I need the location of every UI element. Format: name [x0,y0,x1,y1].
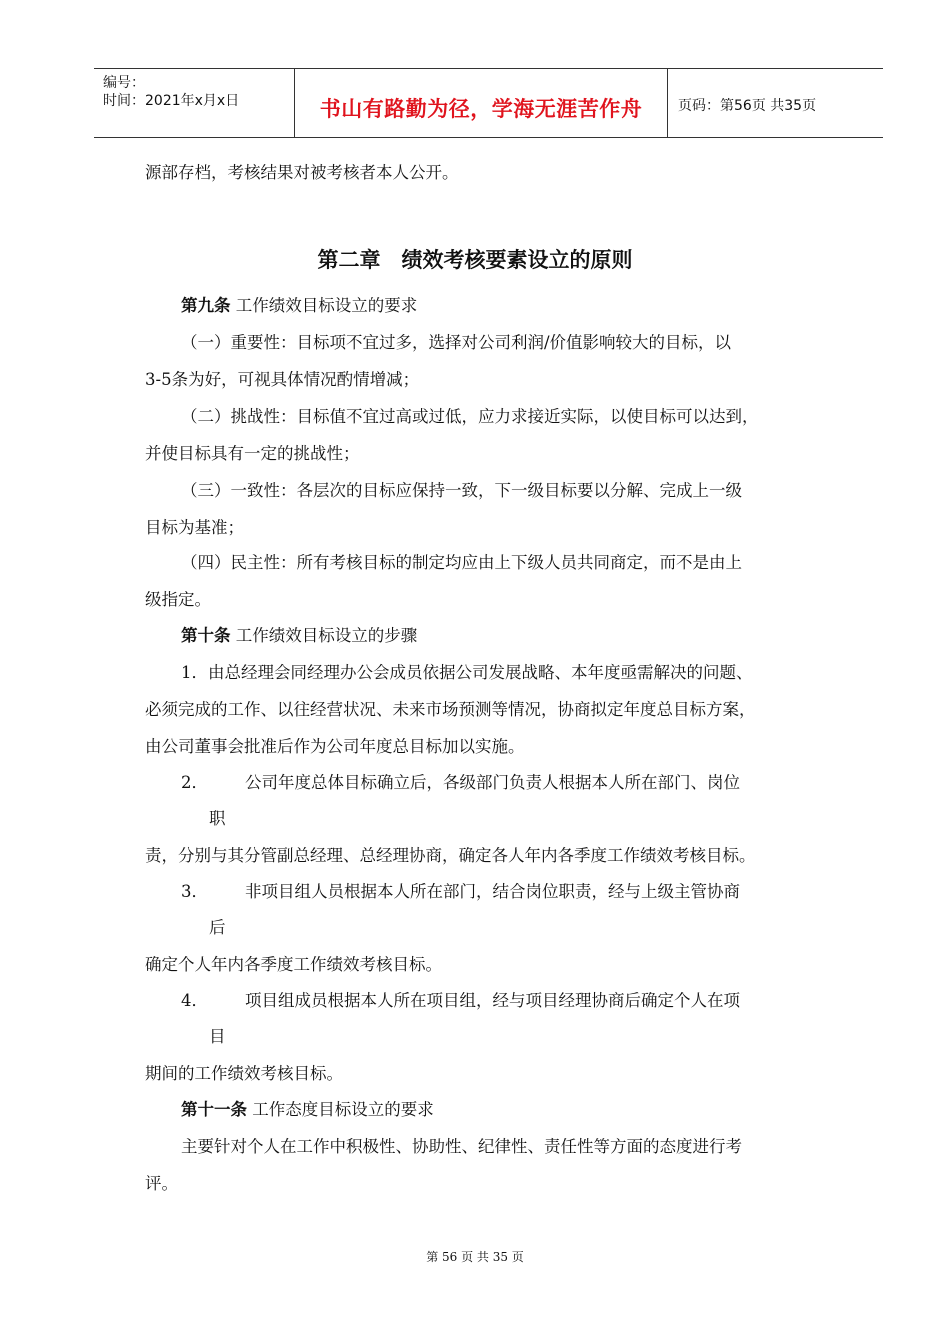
step-3-number: 3． [181,882,208,901]
paragraph-line: 必须完成的工作、以往经营状况、未来市场预测等情况，协商拟定年度总目标方案， [145,700,756,719]
paragraph-line: 目 [209,1027,226,1046]
code-label: 编号： [103,75,145,91]
header-page-cell [668,69,883,137]
motto-text: 书山有路勤为径，学海无涯苦作舟 [319,97,643,121]
paragraph-line: 期间的工作绩效考核目标。 [145,1064,343,1083]
paragraph-line: 确定个人年内各季度工作绩效考核目标。 [145,955,442,974]
paragraph-line: 目标为基准； [145,518,244,537]
chapter-title: 第二章 绩效考核要素设立的原则 [317,248,633,272]
article-9-title: 工作绩效目标设立的要求 [230,296,418,315]
header-page-info: 页码：第56页 共35页 [678,98,817,114]
paragraph-line: （二）挑战性：目标值不宜过高或过低，应力求接近实际，以使目标可以达到， [181,407,759,426]
paragraph-line: 职 [209,809,226,828]
article-10-label: 第十条 [181,626,231,645]
paragraph-line: 主要针对个人在工作中积极性、协助性、纪律性、责任性等方面的态度进行考 [181,1137,742,1156]
paragraph-line: （三）一致性：各层次的目标应保持一致，下一级目标要以分解、完成上一级 [181,481,742,500]
paragraph-line: 评。 [145,1174,178,1193]
time-label: 时间：2021年x月x日 [103,93,240,109]
step-2-number: 2． [181,773,208,792]
paragraph-line: 源部存档，考核结果对被考核者本人公开。 [145,163,459,182]
step-4-number: 4． [181,991,208,1010]
article-11-label: 第十一条 [181,1100,247,1119]
paragraph-line: 3-5条为好，可视具体情况酌情增减； [145,370,420,389]
paragraph-line: 级指定。 [145,590,211,609]
page-footer: 第 56 页 共 35 页 [426,1250,524,1264]
paragraph-line: 责，分别与其分管副总经理、总经理协商，确定各人年内各季度工作绩效考核目标。 [145,846,756,865]
paragraph-line: 1．由总经理会同经理办公会成员依据公司发展战略、本年度亟需解决的问题、 [181,663,753,682]
article-10-heading [181,626,417,646]
paragraph-line: 后 [209,918,226,937]
header-motto-cell [295,69,668,137]
header-meta-cell [94,69,295,137]
paragraph-line: 非项目组人员根据本人所在部门，结合岗位职责，经与上级主管协商 [245,882,740,901]
page-header [94,68,883,138]
paragraph-line: （一）重要性：目标项不宜过多，选择对公司利润/价值影响较大的目标，以 [181,333,732,352]
article-11-title: 工作态度目标设立的要求 [247,1100,434,1119]
article-9-label: 第九条 [181,296,231,315]
paragraph-line: 由公司董事会批准后作为公司年度总目标加以实施。 [145,737,525,756]
article-10-title: 工作绩效目标设立的步骤 [230,626,418,645]
article-11-heading [181,1100,434,1120]
paragraph-line: （四）民主性：所有考核目标的制定均应由上下级人员共同商定，而不是由上 [181,553,742,572]
paragraph-line: 并使目标具有一定的挑战性； [145,444,360,463]
paragraph-line: 项目组成员根据本人所在项目组，经与项目经理协商后确定个人在项 [245,991,740,1010]
article-9-heading [181,296,417,316]
paragraph-line: 公司年度总体目标确立后，各级部门负责人根据本人所在部门、岗位 [245,773,740,792]
